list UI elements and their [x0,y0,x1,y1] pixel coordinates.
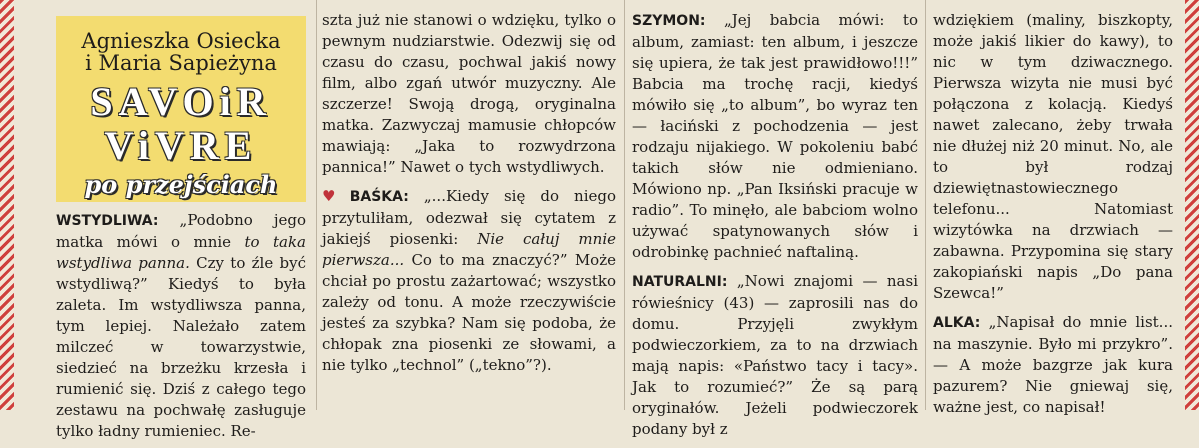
baska-text-1: „...Kiedy się do niego przytuliłam, odezwał się cytatem z jakiejś piosenki: [322,187,616,248]
column-3-para-naturalni [632,271,918,440]
title-savoir: SAVOiR [90,79,272,124]
label-baska: BAŚKA: [349,189,409,205]
label-szymon: SZYMON: [632,13,706,29]
author-line-2: i Maria Sapieżyna [85,51,277,75]
column-3-text [632,10,918,448]
label-alka: ALKA: [933,315,981,331]
column-rule-1 [316,0,317,410]
wstydliwa-text-1: „Podobno jego matka mówi o mnie [56,211,306,251]
column-rule-2 [624,0,625,410]
column-4-para-1: wdziękiem (maliny, biszkopty, może jakiś likier do kawy), to nic w tym dziwacznego. Pierwsza wizyta nie musi być połączona z kolacją. Kiedyś nawet zalecano, żeby trwała nie dłużej niż 20 minut. No, ale to był rodzaj dziewiętnastowiecznego telefonu... Natomiast wizytówka na drzwiach — zabawna. Przypomina się stary zakopiański napis „Do pana Szewca!” [933,11,1173,302]
heart-icon: ♥ [322,187,346,205]
title-vivre: ViVRE [104,123,258,168]
column-1-text [56,210,306,442]
column-2-text [322,10,616,384]
alka-text: „Napisał do mnie list... na maszynie. Było mi przykro”. — A może bazgrze jak kura pazurem? Nie gniewaj się, ważne jest, co napisał! [933,313,1173,416]
column-4-text [933,10,1173,426]
column-4-para-alka [933,312,1173,418]
column-header-box [56,16,306,202]
baska-quote-italic: Nie całuj mnie pierwsza... [322,230,616,269]
szymon-text: „Jej babcia mówi: to album, zamiast: ten album, i jeszcze się upiera, że tak jest prawidłowo!!!” Babcia ma trochę racji, kiedyś mówiło się „to album”, bo wyraz ten — łaciński z pochodzenia — jest rodzaju nijakiego. W pokoleniu babć takich słów nie odmieniano. Mówiono np. „Pan Iksiński pracuje w radio”. To minęło, ale babciom wolno używać spatynowanych słów i odrobinkę pachnieć naftaliną. [632,11,918,261]
wstydliwa-quote-italic: to taka wstydliwa panna. [56,233,306,272]
column-2-para-baska [322,186,616,376]
right-hatch-border [1185,0,1199,410]
author-line-1: Agnieszka Osiecka [81,29,281,53]
label-wstydliwa: WSTYDLIWA: [56,213,159,229]
authors [56,30,306,74]
column-3-para-szymon [632,10,918,263]
wstydliwa-text-2: Czy to źle być wstydliwą?” Kiedyś to była zaleta. Im wstydliwsza panna, tym lepiej. Należało zatem milczeć w towarzystwie, siedzieć na brzeżku krzesła i rumienić się. Dziś z całego tego zestawu na pochwałę zasługuje tylko ładny rumieniec. Re- [56,254,306,440]
subtitle: po przejściach [84,170,278,199]
label-naturalni: NATURALNI: [632,274,728,290]
column-rule-3 [925,0,926,410]
baska-text-2: Co to ma znaczyć?” Może chciał po prostu zażartować; wszystko zależy od tonu. A może rzeczywiście jesteś za szybka? Nam się podoba, że chłopak zna piosenki ze słowami, a nie tylko „technol” („tekno”?). [322,251,616,374]
naturalni-text: „Nowi znajomi — nasi rówieśnicy (43) — zaprosili nas do domu. Przyjęli zwykłym podwieczorkiem, za to na drzwiach mają napis: «Państwo tacy i tacy». Jak to rozumieć?” Że są parą oryginałów. Jeżeli podwieczorek podany był z [632,272,918,438]
left-hatch-border [0,0,14,410]
column-2-para-1: szta już nie stanowi o wdzięku, tylko o pewnym nudziarstwie. Odezwij się od czasu do czasu, pochwal jakiś nowy film, albo zgań utwór muzyczny. Ale szczerze! Swoją drogą, oryginalna matka. Zazwyczaj mamusie chłopców mawiają: „Jaka to rozwydrzona pannica!” Nawet o tych wstydliwych. [322,11,616,176]
